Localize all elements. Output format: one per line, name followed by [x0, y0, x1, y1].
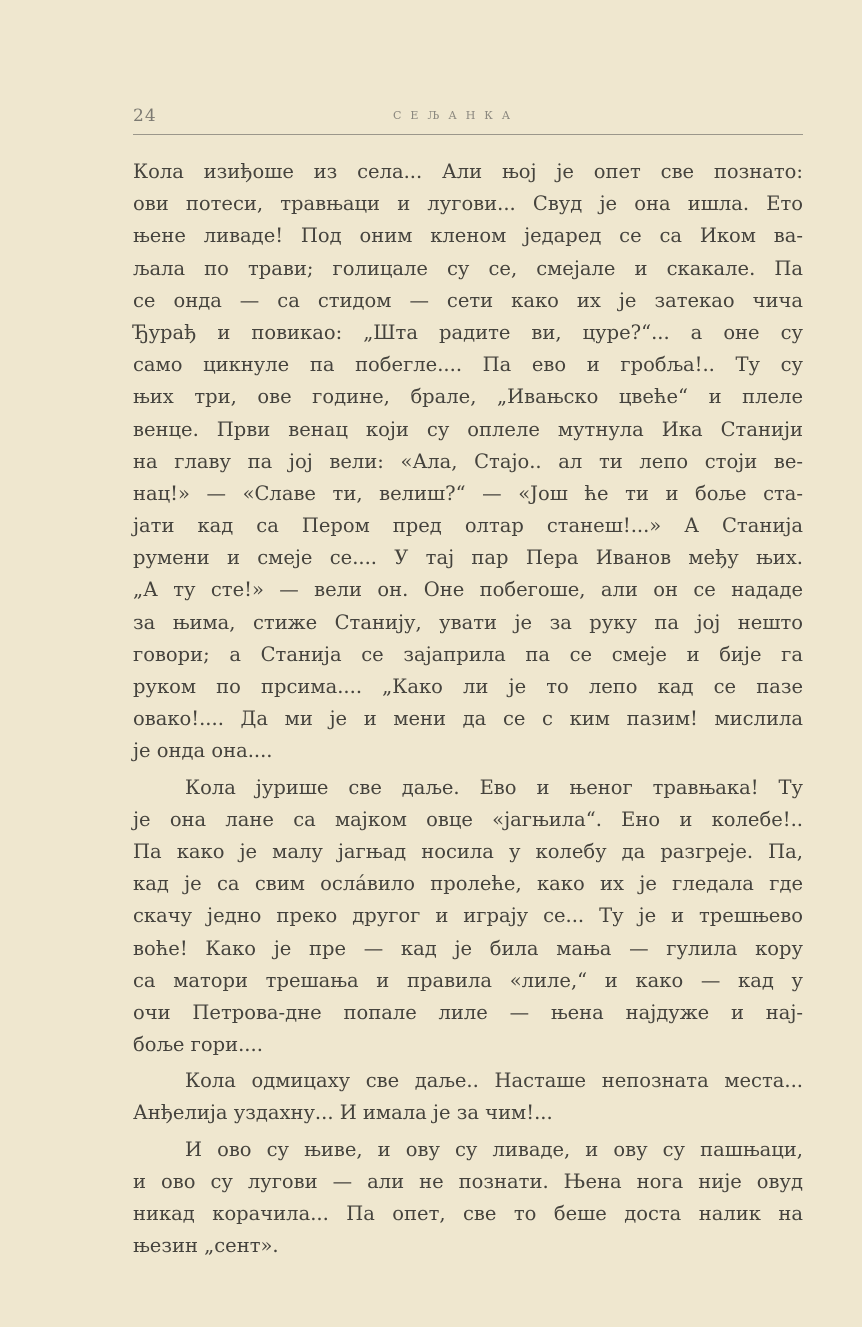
text-line: њезин „сент». [133, 1234, 279, 1258]
text-line: кад је са свим ослáвило пролеће, како их је гледала где [133, 872, 803, 896]
paragraph [133, 1065, 803, 1129]
text-line: овако!.... Да ми је и мени да се с ким пазим! мислила [133, 707, 803, 731]
paragraph [133, 156, 803, 768]
text-line: румени и смеје се.... У тај пар Пера Иванов међу њих. [133, 546, 803, 570]
text-line: очи Петрова-дне попале лиле — њена најдуже и нај- [133, 1000, 803, 1024]
text-line: скачу једно преко другог и играју се... Ту је и трешњево [133, 904, 803, 928]
text-line: „А ту сте!» — вели он. Оне побегоше, али он се нададе [133, 578, 803, 602]
text-line: Па како је малу јагњад носила у колебу да разгреје. Па, [133, 839, 803, 863]
page-header [133, 106, 803, 134]
header-rule [133, 134, 803, 135]
text-line: је онда она.... [133, 739, 273, 763]
text-line: на главу па јој вели: «Ала, Стајо.. ал ти лепо стоји ве- [133, 449, 803, 473]
text-line: никад корачила... Па опет, све то беше доста налик на [133, 1202, 803, 1225]
body-text [133, 156, 803, 1262]
text-line: љала по трави; голицале су се, смејале и скакале. Па [133, 256, 803, 280]
text-line: је она лане са мајком овце «јагњила“. Ено и колебе!.. [133, 807, 803, 831]
running-head: СЕЉАНКА [393, 109, 520, 122]
text-line: говори; а Станија се зајаприла па се смеје и бије га [133, 642, 803, 666]
text-line: Кола изиђоше из села... Али њој је опет све познато: [133, 160, 803, 183]
text-line: за њима, стиже Станију, увати је за руку па јој нешто [133, 610, 803, 634]
paragraph [133, 772, 803, 1062]
text-line: боље гори.... [133, 1033, 263, 1057]
paragraph [133, 1134, 803, 1263]
text-line: ови потеси, травњаци и лугови... Свуд је она ишла. Ето [133, 192, 803, 216]
text-line: воће! Како је пре — кад је била мања — гулила кору [133, 936, 803, 960]
text-line: само цикнуле па побегле.... Па ево и гробља!.. Ту су [133, 353, 803, 377]
text-line: венце. Први венац који су оплеле мутнула Ика Станији [133, 417, 803, 441]
text-line: јати кад са Пером пред олтар станеш!...» А Станија [133, 514, 803, 538]
text-line: Кола јурише све даље. Ево и њеног травњака! Ту [185, 775, 803, 799]
text-line: нац!» — «Славе ти, велиш?“ — «Још ће ти и боље ста- [133, 481, 803, 505]
text-line: И ово су њиве, и ову су ливаде, и ову су пашњаци, [185, 1137, 803, 1161]
text-line: Кола одмицаху све даље.. Насташе непозната места... [185, 1069, 803, 1093]
text-line: руком по прсима.... „Како ли је то лепо кад се пазе [133, 675, 803, 698]
text-line: њих три, ове године, брале, „Ивањско цвеће“ и плеле [133, 385, 803, 409]
text-line: са матори трешања и правила «лиле,“ и како — кад у [133, 968, 803, 992]
text-line: се онда — са стидом — сети како их је затекао чича [133, 288, 803, 312]
text-line: њене ливаде! Под оним кленом једаред се са Иком ва- [133, 224, 803, 248]
page-number: 24 [133, 106, 157, 126]
text-line: и ово су лугови — али не познати. Њена нога није овуд [133, 1169, 803, 1193]
text-line: Ђурађ и повикао: „Шта радите ви, цуре?“... а оне су [133, 320, 803, 344]
text-line: Анђелија уздахну... И имала је за чим!... [133, 1101, 553, 1125]
